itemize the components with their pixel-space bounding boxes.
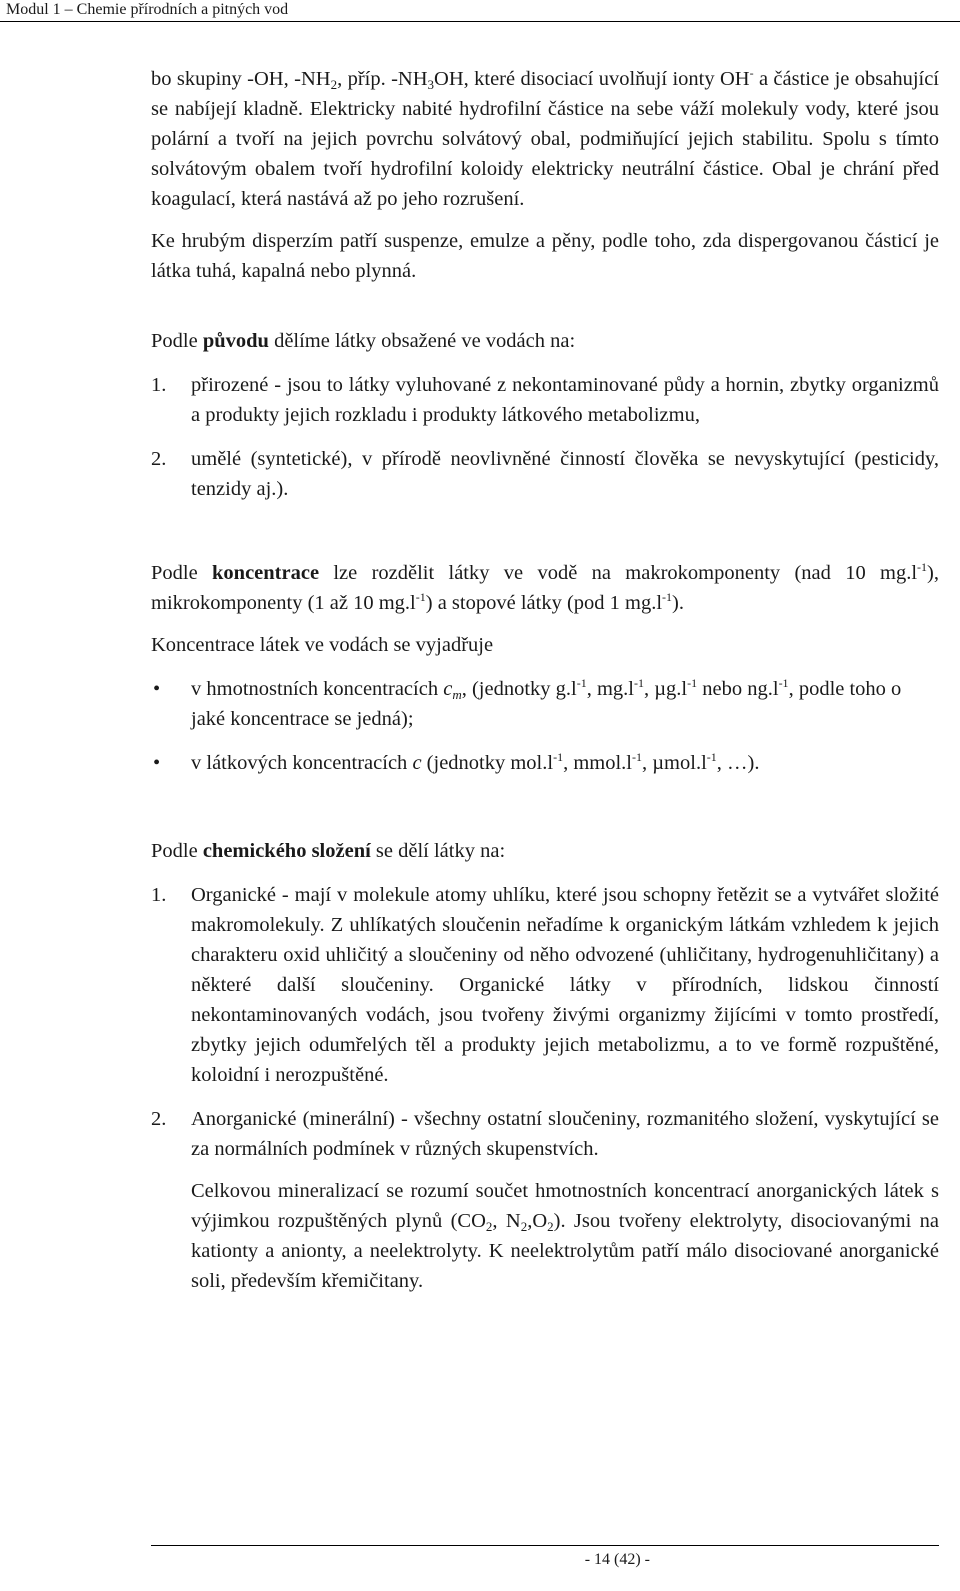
bullet-icon: • <box>153 678 161 700</box>
list-item: 2. umělé (syntetické), v přírodě neovlivněné činností člověka se nevyskytující (pesticidy, tenzidy aj.). <box>151 448 939 500</box>
concentration-expression-lead: Koncentrace látek ve vodách se vyjadřuje <box>151 634 494 656</box>
list-item: • v hmotnostních koncentracích $c_m$, (jednotky $g.l^{-1}$, $mg.l^{-1}$, $\mu g.l^{-1}$ nebo $ng.l^{-1}$, podle toho o jaké koncentrace se jedná); <box>153 676 902 730</box>
list-item: 2. Anorganické (minerální) - všechny ostatní sloučeniny, rozmanitého složení, vyskytující se za normálních podmínek v různých skupenstvích. <box>151 1108 939 1160</box>
header-rule <box>0 21 960 22</box>
list-item: 1. přirozené - jsou to látky vyluhované z nekontaminované půdy a hornin, zbytky organizmů a produkty jejich rozkladu i produkty látkového metabolizmu, <box>151 374 939 426</box>
list-item: • v látkových koncentracích c (jednotky $mol.l^{-1}$, $mmol.l^{-1}$, $\mu mol.l^{-1}$, …). <box>151 748 939 778</box>
paragraph-colloids: bo skupiny -OH, $-NH_2$, příp. $-NH_3OH$, které disociací uvolňují ionty OH- a částice je obsahující se nabíjejí kladně. Elektricky nabité hydrofilní částice na sebe váží molekuly vody, které jsou polární a tvoří na jejich povrchu solvátový obal, podmiňující jejich stabilitu. Spolu s tímto solvátovým obalem tvoří hydrofilní koloidy elektricky neutrální částice. Obal je chrání před koagulací, která nastává až po jeho rozrušení. <box>151 66 940 210</box>
list-item: 1. Organické - mají v molekule atomy uhlíku, které jsou schopny řetězit se a vytvářet složité makromolekuly. Z uhlíkatých sloučenin neřadíme k organickým látkám vzhledem k jejich charakteru oxid uhličitý a sloučeniny od něho odvozené (uhličitany, hydrogenuhličitany) a některé další sloučeniny. Organické látky v přírodních, lidskou činností nekontaminovaných vodách, jsou tvořeny živými organizmy žijícími v tomto prostředí, zbytky jejich odumřelých těl a produkty jejich metabolizmu, a to ve formě rozpuštěné, koloidní i nerozpuštěné. <box>151 884 939 1086</box>
page-body <box>151 64 939 1296</box>
bullet-icon: • <box>153 752 161 774</box>
footer-rule <box>151 1545 939 1546</box>
concentration-list <box>151 674 939 778</box>
origin-heading: Podle původu dělíme látky obsažené ve vodách na: <box>151 330 576 352</box>
chemical-composition-heading: Podle chemického složení se dělí látky na: <box>151 840 506 862</box>
concentration-paragraph: Podle koncentrace lze rozdělit látky ve vodě na makrokomponenty (nad 10 $mg.l^{-1}$), mikrokomponenty (1 až 10 $mg.l^{-1}$) a stopové látky (pod 1 $mg.l^{-1}$). <box>151 560 939 614</box>
mineralization-paragraph: Celkovou mineralizací se rozumí součet hmotnostních koncentrací anorganických látek s výjimkou rozpuštěných plynů ($CO_2$, $N_2,O_2$). Jsou tvořeny elektrolyty, disociovanými na kationty a anionty, a neelektrolyty. K neelektrolytům patří málo disociované anorganické soli, především křemičitany. <box>191 1180 940 1292</box>
composition-list <box>151 880 939 1164</box>
page-number: - 14 (42) - <box>584 1551 650 1568</box>
running-header: Modul 1 – Chemie přírodních a pitných vod <box>6 1 289 18</box>
origin-list <box>151 370 939 504</box>
paragraph-coarse-dispersions: Ke hrubým disperzím patří suspenze, emulze a pěny, podle toho, zda dispergovanou částicí je látka tuhá, kapalná nebo plynná. <box>151 230 939 282</box>
